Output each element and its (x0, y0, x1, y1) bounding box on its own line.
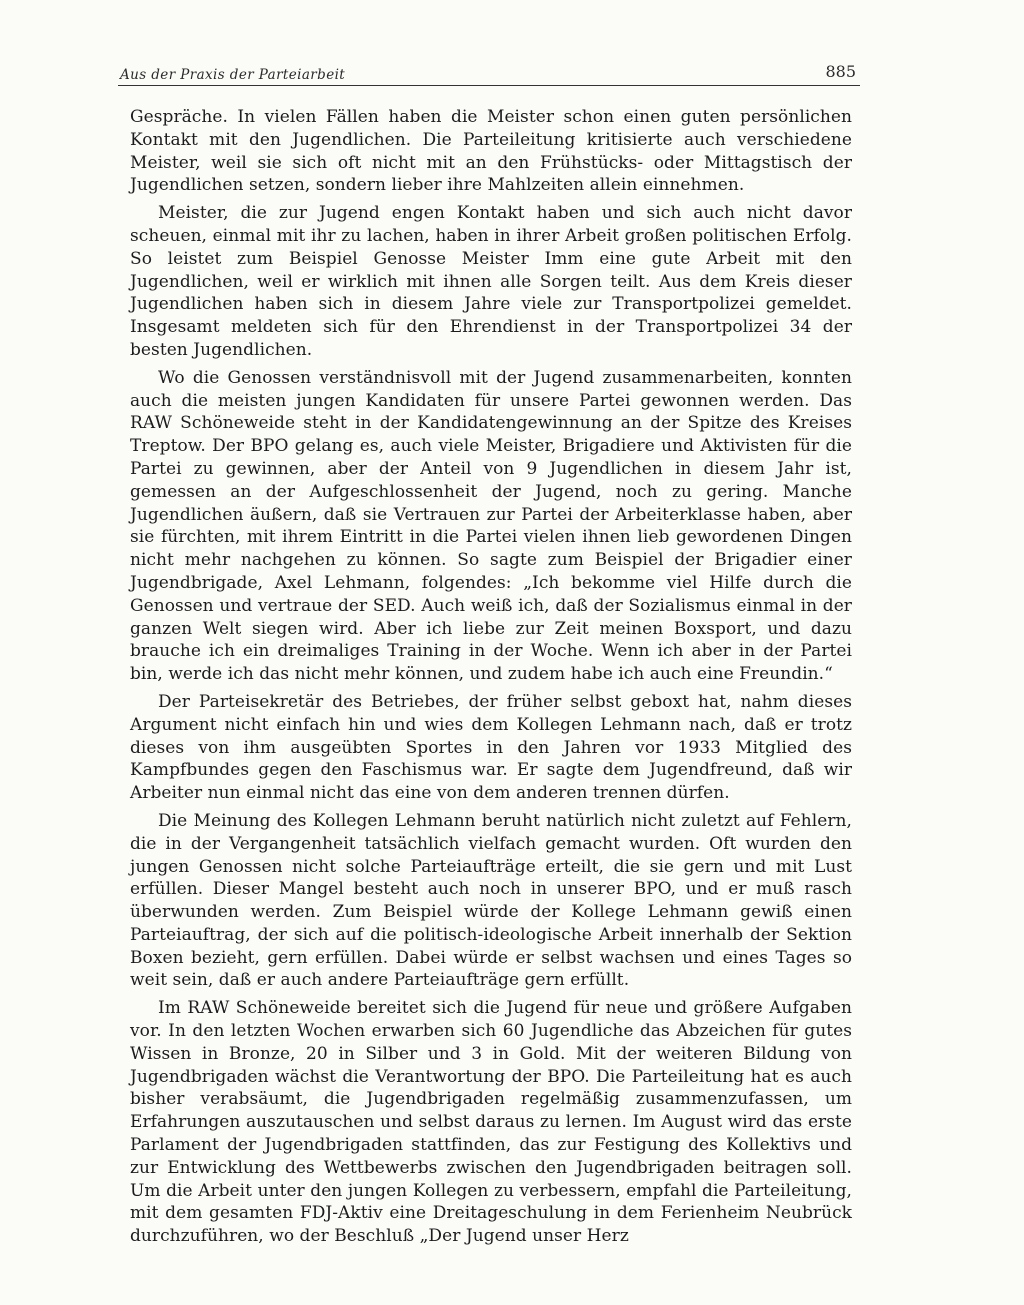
paragraph: Im RAW Schöneweide bereitet sich die Jugend für neue und größere Aufgaben vor. In den letzten Wochen erwarben sich 60 Jugendliche das Abzeichen für gutes Wissen in Bronze, 20 in Silber und 3 in Gold. Mit der weiteren Bildung von Jugendbrigaden wächst die Verantwortung der BPO. Die Parteileitung hat es auch bisher verabsäumt, die Jugendbrigaden regelmäßig zusammenzufassen, um Erfahrungen auszutauschen und selbst daraus zu lernen. Im August wird das erste Parlament der Jugendbrigaden stattfinden, das zur Festigung des Kollektivs und zur Entwicklung des Wettbewerbs zwischen den Jugendbrigaden beitragen soll. Um die Arbeit unter den jungen Kollegen zu verbessern, empfahl die Parteileitung, mit dem gesamten FDJ-Aktiv eine Dreitageschulung in dem Ferienheim Neubrück durchzuführen, wo der Beschluß „Der Jugend unser Herz (130, 998, 852, 1247)
paragraph: Der Parteisekretär des Betriebes, der früher selbst geboxt hat, nahm dieses Argument nicht einfach hin und wies dem Kollegen Lehmann nach, daß er trotz dieses von ihm ausgeübten Sportes in den Jahren vor 1933 Mitglied des Kampfbundes gegen den Faschismus war. Er sagte dem Jugendfreund, daß wir Arbeiter nun einmal nicht das eine von dem anderen trennen dürfen. (130, 691, 852, 804)
page-number: 885 (825, 62, 856, 81)
paragraph: Meister, die zur Jugend engen Kontakt haben und sich auch nicht davor scheuen, einmal mit ihr zu lachen, haben in ihrer Arbeit großen politischen Erfolg. So leistet zum Beispiel Genosse Meister Imm eine gute Arbeit mit den Jugendlichen, weil er wirklich mit ihnen alle Sorgen teilt. Aus dem Kreis dieser Jugendlichen haben sich in diesem Jahre viele zur Transportpolizei gemeldet. Insgesamt meldeten sich für den Ehrendienst in der Transportpolizei 34 der besten Jugendlichen. (130, 203, 852, 360)
page-header (118, 62, 860, 86)
body-text (130, 106, 852, 1253)
paragraph: Gespräche. In vielen Fällen haben die Meister schon einen guten persönlichen Kontakt mit den Jugendlichen. Die Parteileitung kritisierte auch verschiedene Meister, weil sie sich oft nicht mit an den Frühstücks- oder Mittagstisch der Jugendlichen setzen, sondern lieber ihre Mahlzeiten allein einnehmen. (130, 107, 852, 196)
running-head: Aus der Praxis der Parteiarbeit (120, 67, 346, 83)
paragraph: Die Meinung des Kollegen Lehmann beruht natürlich nicht zuletzt auf Fehlern, die in der Vergangenheit tatsächlich vielfach gemacht wurden. Oft wurden den jungen Genossen nicht solche Parteiaufträge erteilt, die sie gern und mit Lust erfüllen. Dieser Mangel besteht auch noch in unserer BPO, und er muß rasch überwunden werden. Zum Beispiel würde der Kollege Lehmann gewiß einen Parteiauftrag, der sich auf die politisch-ideologische Arbeit innerhalb der Sektion Boxen bezieht, gern erfüllen. Dabei würde er selbst wachsen und eines Tages so weit sein, daß er auch andere Parteiaufträge gern erfüllt. (130, 810, 852, 991)
header-rule (118, 85, 860, 86)
paragraph: Wo die Genossen verständnisvoll mit der Jugend zusammenarbeiten, konnten auch die meisten jungen Kandidaten für unsere Partei gewonnen werden. Das RAW Schöneweide steht in der Kandidatengewinnung an der Spitze des Kreises Treptow. Der BPO gelang es, auch viele Meister, Brigadiere und Aktivisten für die Partei zu gewinnen, aber der Anteil von 9 Jugendlichen in diesem Jahr ist, gemessen an der Aufgeschlossenheit der Jugend, noch zu gering. Manche Jugendlichen äußern, daß sie Vertrauen zur Partei der Arbeiterklasse haben, aber sie fürchten, mit ihrem Eintritt in die Partei vielen ihnen lieb gewordenen Dingen nicht mehr nachgehen zu können. So sagte zum Beispiel der Brigadier einer Jugendbrigade, Axel Lehmann, folgendes: „Ich bekomme viel Hilfe durch die Genossen und vertraue der SED. Auch weiß ich, daß der Sozialismus einmal in der ganzen Welt siegen wird. Aber ich liebe zur Zeit meinen Boxsport, und dazu brauche ich ein dreimaliges Training in der Woche. Wenn ich aber in der Partei bin, werde ich das nicht mehr können, und zudem habe ich auch eine Freundin.“ (130, 367, 852, 685)
